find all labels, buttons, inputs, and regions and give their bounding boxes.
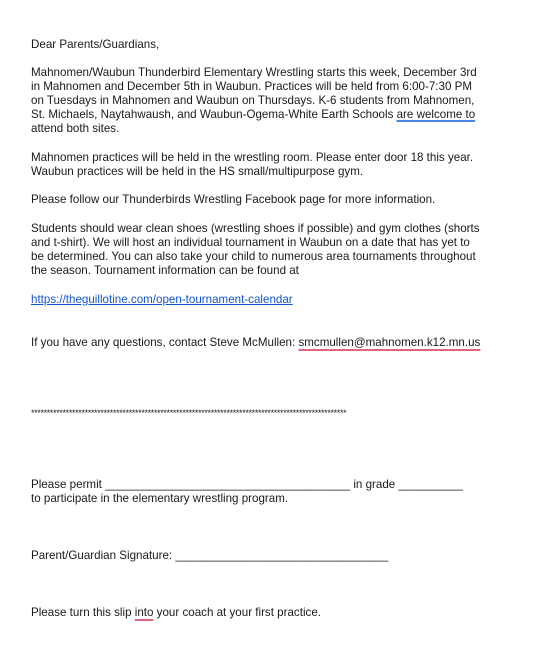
practice-line-1: Mahnomen practices will be held in the wrestling room. Please enter door 18 this year.	[31, 151, 474, 164]
practice-location-paragraph	[31, 151, 511, 179]
attire-line-4: the season. Tournament information can be found at	[31, 264, 299, 277]
intro-line-4	[31, 108, 511, 122]
intro-line-2: in Mahnomen and December 5th in Waubun. Practices will be held from 6:00-7:30 PM	[31, 80, 472, 93]
divider-stars: ****************************************************************************************************	[31, 408, 347, 418]
grammar-suggestion-mark[interactable]: are welcome to	[396, 108, 476, 121]
attire-paragraph	[31, 222, 511, 278]
salutation-text: Dear Parents/Guardians,	[31, 38, 160, 51]
tournament-link-paragraph	[31, 293, 511, 307]
return-text-post: your coach at your first practice.	[153, 606, 321, 619]
intro-line-1: Mahnomen/Waubun Thunderbird Elementary Wrestling starts this week, December 3rd	[31, 66, 477, 79]
section-divider	[31, 406, 501, 420]
contact-text: If you have any questions, contact Steve McMullen:	[31, 336, 299, 349]
facebook-paragraph	[31, 193, 511, 207]
return-text-pre: Please turn this slip	[31, 606, 135, 619]
intro-paragraph	[31, 66, 511, 136]
intro-line-5: attend both sites.	[31, 122, 120, 135]
salutation	[31, 38, 511, 52]
contact-paragraph	[31, 336, 511, 350]
intro-line-4-text: St. Michaels, Naytahwaush, and Waubun-Ogema-White Earth Schools	[31, 108, 397, 121]
permit-line-2: to participate in the elementary wrestling program.	[31, 492, 289, 505]
attire-line-1: Students should wear clean shoes (wrestling shoes if possible) and gym clothes (shorts	[31, 222, 480, 235]
attire-line-3: be determined. You can also take your child to numerous area tournaments throughout	[31, 250, 476, 263]
contact-line	[31, 336, 511, 350]
permit-line-1: Please permit ______________________________________ in grade __________	[31, 478, 463, 491]
attire-line-2: and t-shirt). We will host an individual tournament in Waubun on a date that has yet to	[31, 236, 470, 249]
spelling-suggestion-mark[interactable]: into	[134, 606, 154, 619]
intro-line-3: on Tuesdays in Mahnomen and Waubun on Thursdays. K-6 students from Mahnomen,	[31, 94, 475, 107]
practice-line-2: Waubun practices will be held in the HS small/multipurpose gym.	[31, 165, 364, 178]
contact-email[interactable]: smcmullen@mahnomen.k12.mn.us	[298, 336, 481, 349]
permission-slip	[31, 478, 511, 506]
facebook-text: Please follow our Thunderbirds Wrestling Facebook page for more information.	[31, 193, 436, 206]
return-instructions	[31, 606, 511, 620]
signature-line: Parent/Guardian Signature: _________________________________	[31, 549, 389, 562]
signature-section	[31, 549, 511, 563]
tournament-calendar-link[interactable]: https://theguillotine.com/open-tournament-calendar	[31, 293, 293, 306]
return-line	[31, 606, 511, 620]
